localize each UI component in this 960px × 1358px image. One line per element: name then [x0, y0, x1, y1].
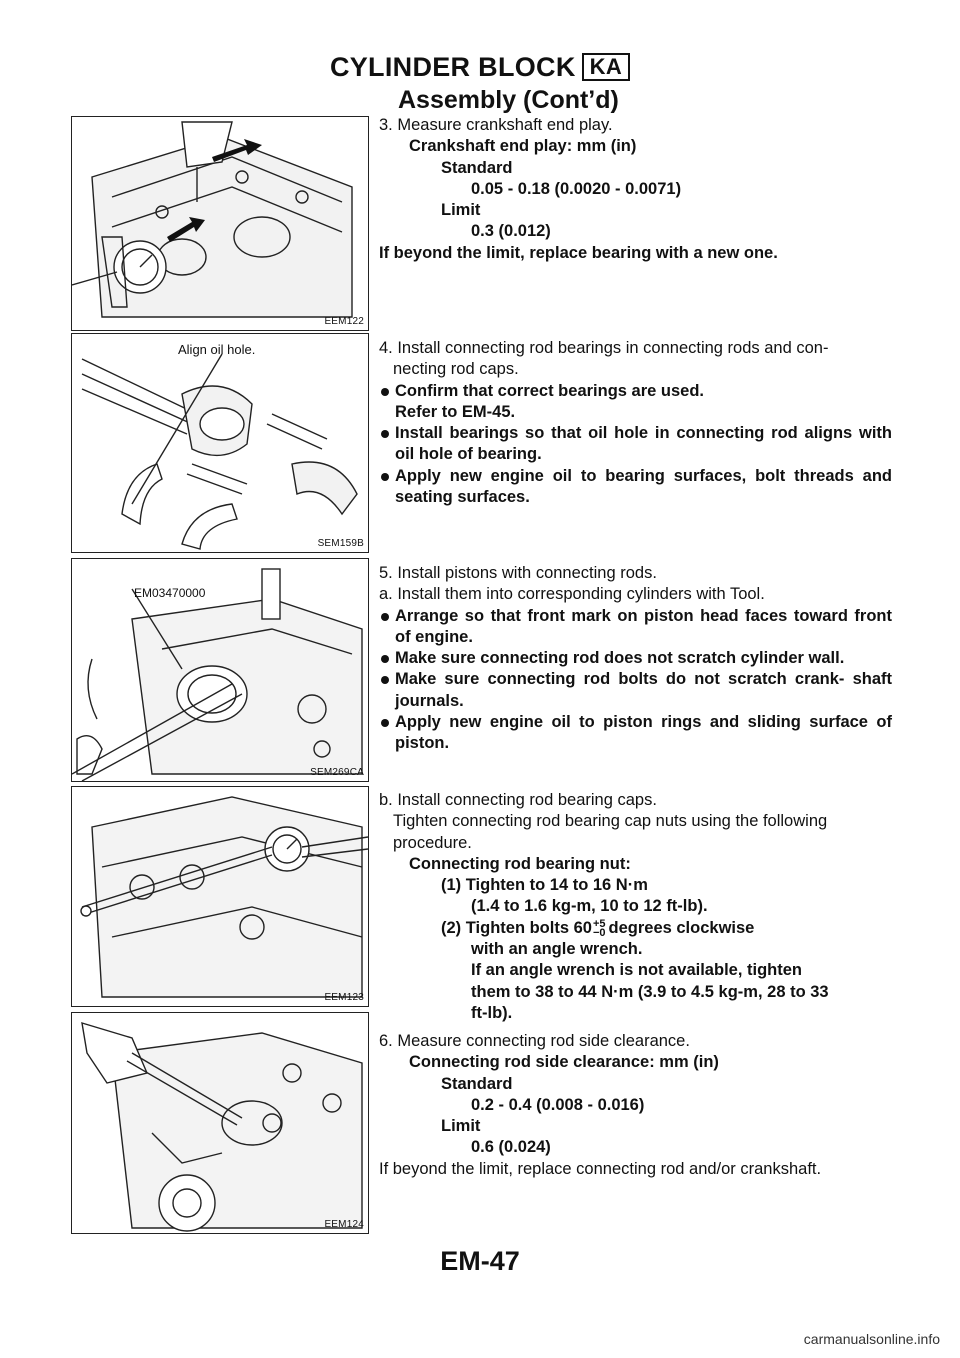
figure-code: SEM159B: [317, 538, 364, 549]
figure-eem123: [71, 786, 369, 1007]
page-number: EM-47: [440, 1246, 520, 1276]
watermark: carmanualsonline.info: [803, 1331, 940, 1347]
step-b-alt-1: If an angle wrench is not available, tighten: [471, 961, 802, 980]
engine-tag: KA: [582, 53, 630, 81]
bullet-icon: [381, 613, 389, 621]
figure-sem159b: [71, 333, 369, 553]
connecting-rod-bearing-illustration: [72, 334, 368, 552]
step-b-text-1-cont: procedure.: [393, 833, 472, 852]
figure-code: SEM269CA: [310, 767, 364, 778]
step-5-bullet-4: Apply new engine oil to piston rings and sliding surface of piston.: [379, 712, 892, 755]
align-oil-hole-label: Align oil hole.: [178, 342, 256, 357]
figure-eem124: [71, 1012, 369, 1234]
step-4-block: [379, 338, 892, 508]
step-4-bullet-1: Confirm that correct bearings are used.: [379, 381, 892, 402]
step-b-step-1: (1) Tighten to 14 to 16 N·m: [441, 876, 648, 895]
bullet-icon: [381, 473, 389, 481]
step-6-block: [379, 1031, 892, 1180]
bullet-icon: [381, 430, 389, 438]
angle-wrench-illustration: [72, 787, 368, 1006]
figure-sem269ca: [71, 558, 369, 782]
tool-number-label: EM03470000: [134, 586, 206, 600]
section-title-text: CYLINDER BLOCK: [329, 52, 576, 82]
step-b-heading: b. Install connecting rod bearing caps.: [379, 791, 657, 809]
step-5-bullet-3: Make sure connecting rod bolts do not scratch crank- shaft journals.: [379, 669, 892, 712]
step-6-standard-label: Standard: [441, 1074, 513, 1093]
step-4-bullet-3: Apply new engine oil to bearing surfaces, bolt threads and seating surfaces.: [379, 466, 892, 509]
bullet-icon: [381, 388, 389, 396]
step-b-alt-3: ft-lb).: [471, 1003, 513, 1022]
step-5-heading: 5. Install pistons with connecting rods.: [379, 564, 657, 582]
side-clearance-illustration: [72, 1013, 368, 1233]
step-b-step-1-cont: (1.4 to 1.6 kg-m, 10 to 12 ft-lb).: [471, 897, 708, 916]
step-5-block: [379, 563, 892, 755]
step-6-spec-title: Connecting rod side clearance: mm (in): [409, 1053, 719, 1072]
step-b-spec-title: Connecting rod bearing nut:: [409, 854, 631, 873]
piston-installation-illustration: [72, 559, 368, 781]
step-6-note: If beyond the limit, replace connecting rod and/or crankshaft.: [379, 1159, 822, 1178]
crankshaft-end-play-illustration: [72, 117, 368, 330]
step-4-bullet-2: Install bearings so that oil hole in connecting rod aligns with oil hole of bearing.: [379, 423, 892, 466]
step-b-step-2: (2) Tighten bolts 60 +5 −0 degrees clockwise: [441, 917, 755, 939]
step-3-limit-label: Limit: [441, 201, 481, 220]
bullet-icon: [381, 655, 389, 663]
bullet-icon: [381, 676, 389, 684]
angle-tolerance: +5 −0: [592, 917, 606, 939]
step-b-alt-2: them to 38 to 44 N·m (3.9 to 4.5 kg-m, 28 to 33: [471, 982, 829, 1001]
step-6-heading: 6. Measure connecting rod side clearance.: [379, 1032, 690, 1050]
step-3-block: [379, 115, 892, 264]
step-3-standard-label: Standard: [441, 158, 513, 177]
step-3-note: If beyond the limit, replace bearing with a new one.: [379, 243, 778, 262]
step-5-bullet-1: Arrange so that front mark on piston head faces toward front of engine.: [379, 606, 892, 649]
step-4-heading: 4. Install connecting rod bearings in connecting rods and con-: [379, 339, 829, 357]
step-3-standard-value: 0.05 - 0.18 (0.0020 - 0.0071): [471, 179, 682, 198]
step-b-block: [379, 790, 892, 1024]
step-5-sub-a: a. Install them into corresponding cylinders with Tool.: [379, 585, 765, 604]
figure-code: EEM124: [324, 1219, 364, 1230]
step-5-bullet-2: Make sure connecting rod does not scratch cylinder wall.: [379, 648, 892, 669]
section-subtitle: Assembly (Cont’d): [398, 86, 619, 114]
step-b-text-1: Tighten connecting rod bearing cap nuts using the following: [393, 812, 828, 831]
figure-code: EEM122: [324, 316, 364, 327]
step-4-bullet-1-cont: Refer to EM-45.: [395, 402, 516, 421]
bullet-icon: [381, 719, 389, 727]
step-6-standard-value: 0.2 - 0.4 (0.008 - 0.016): [471, 1095, 645, 1114]
step-3-spec-title: Crankshaft end play: mm (in): [409, 137, 637, 156]
step-6-limit-label: Limit: [441, 1117, 481, 1136]
step-3-limit-value: 0.3 (0.012): [471, 222, 551, 241]
step-b-step-2-cont: with an angle wrench.: [471, 940, 643, 959]
step-3-heading: 3. Measure crankshaft end play.: [379, 116, 613, 134]
figure-eem122: [71, 116, 369, 331]
step-6-limit-value: 0.6 (0.024): [471, 1138, 551, 1157]
step-4-heading-cont: necting rod caps.: [393, 360, 519, 379]
section-title: [0, 52, 960, 83]
figure-code: EEM123: [324, 992, 364, 1003]
